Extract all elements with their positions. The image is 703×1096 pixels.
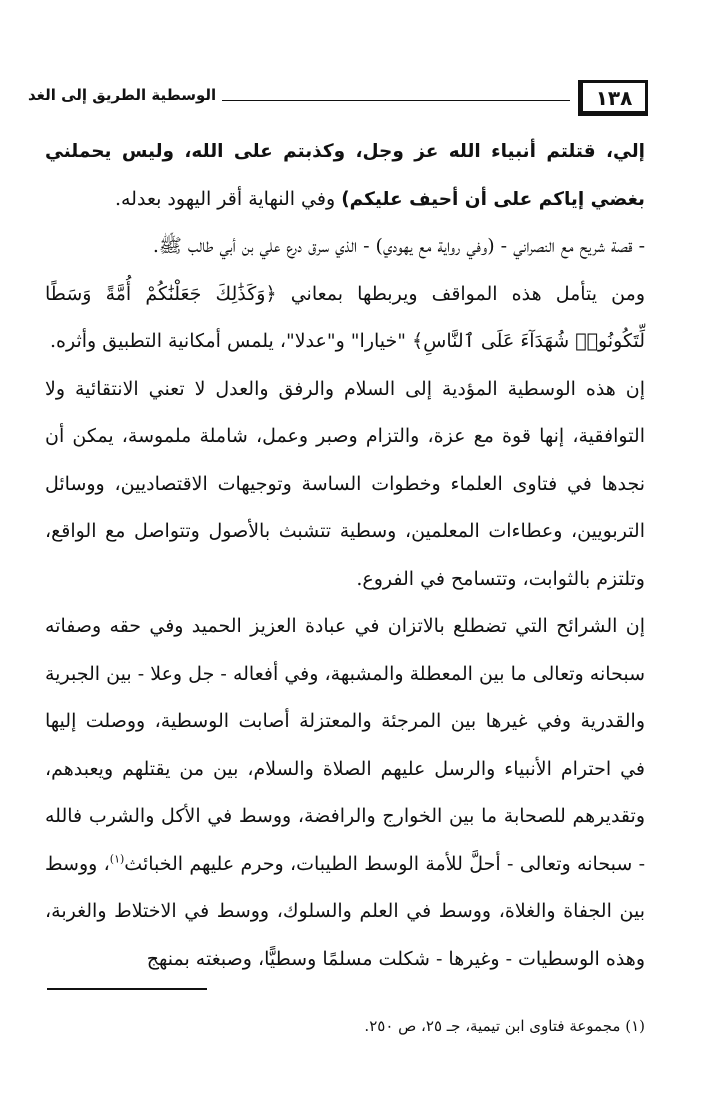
running-title: الوسطية الطريق إلى الغد bbox=[28, 86, 222, 104]
page-number: ١٣٨ bbox=[578, 80, 648, 116]
footnote-marker: (١) bbox=[109, 852, 125, 866]
body-text bbox=[45, 128, 645, 983]
paragraph-4: إن هذه الوسطية المؤدية إلى السلام والرفق والعدل لا تعني الانتقائية ولا التوافقية، إنها قوة مع عزة، والتزام وصبر وعمل، شاملة ملموسة، يمكن أن نجدها في فتاوى العلماء وخطوات الساسة وتوجيهات الاقتصاديين، ووسائل التربويين، وعطاءات المعلمين، وسطية تتشبث بالأصول وتتواصل مع الواقع، وتلتزم بالثوابت، وتتسامح في الفروع. bbox=[45, 377, 645, 590]
paragraph-3: ومن يتأمل هذه المواقف ويربطها بمعاني ﴿وَكَذَٰلِكَ جَعَلْنَٰكُمْ أُمَّةً وَسَطًا لِّتَكُونُوا۟ شُهَدَآءَ عَلَى ٱلنَّاسِ﴾ "خيارا" و"عدلا"، يلمس أمكانية التطبيق وأثره. bbox=[45, 282, 645, 352]
footnote: (١) مجموعة فتاوى ابن تيمية، جـ ٢٥، ص ٢٥٠. bbox=[364, 1017, 645, 1035]
paragraph-2: - قصة شريح مع النصراني - (وفي رواية مع يهودي) - الذي سرق درع علي بن أبي طالب ﷺ. bbox=[152, 235, 645, 257]
paragraph-1-rest: وفي النهاية أقر اليهود بعدله. bbox=[114, 187, 342, 210]
footnote-divider bbox=[47, 988, 207, 990]
paragraph-5 bbox=[45, 603, 645, 983]
paragraph-5-b: ، ووسط بين الجفاة والغلاة، ووسط في العلم والسلوك، ووسط في الاختلاط والغربة، وهذه الوسطيات - وغيرها - شكلت مسلمًا وسطيًّا، وصبغته بمنهج bbox=[45, 852, 645, 970]
page-header bbox=[28, 80, 648, 120]
paragraph-5-a: إن الشرائح التي تضطلع بالاتزان في عبادة العزيز الحميد وفي حقه وصفاته سبحانه وتعالى ما بين المعطلة والمشبهة، وفي أفعاله - جل وعلا - بين الجبرية والقدرية وفي غيرها بين المرجئة والمعتزلة أصابت الوسطية، ووصلت إليها في احترام الأنبياء والرسل عليهم الصلاة والسلام، بين من يقتلهم ويعبدهم، وتقديرهم للصحابة ما بين الخوارج والرافضة، ووسط في الأكل والشرب فالله - سبحانه وتعالى - أحلَّ للأمة الوسط الطيبات، وحرم عليهم الخبائث bbox=[45, 615, 645, 875]
paragraph-1 bbox=[45, 128, 645, 223]
quote-bold: إلي، قتلتم أنبياء الله عز وجل، وكذبتم على الله، وليس يحملني بغضي إياكم على أن أحيف عليكم) bbox=[45, 141, 645, 210]
